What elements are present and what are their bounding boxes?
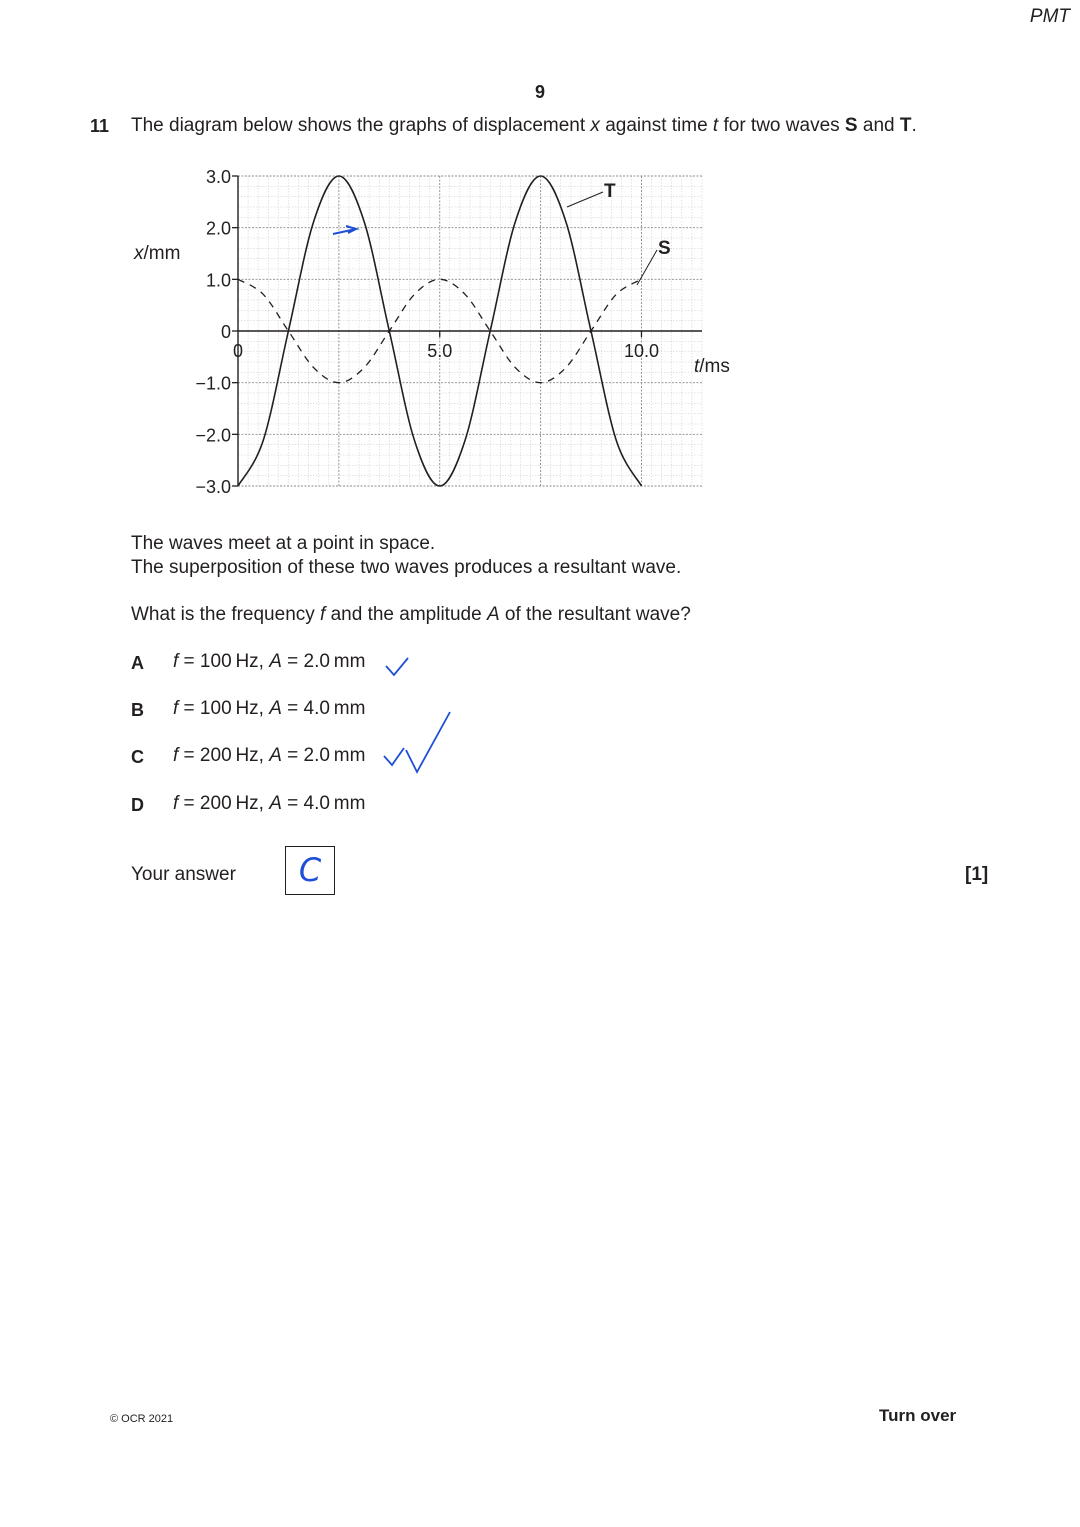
y-tick-label: 2.0 <box>205 218 231 239</box>
option-a-text[interactable]: f = 100 Hz, A = 2.0 mm <box>173 651 366 672</box>
option-d-letter: D <box>131 795 144 815</box>
x-axis-label: t/ms <box>694 356 730 377</box>
answer-box[interactable] <box>285 846 335 895</box>
wave-T-leader <box>567 192 603 207</box>
x-tick-label: 0 <box>232 341 244 361</box>
y-tick-label: 0 <box>220 322 231 342</box>
answer-label: Your answer <box>131 864 236 885</box>
stem-question: What is the frequency f and the amplitude A of the resultant wave? <box>131 604 691 625</box>
tick-mark-option-c <box>384 748 404 765</box>
y-tick-label: −2.0 <box>195 425 231 446</box>
option-a-letter: A <box>131 653 144 673</box>
answer-value: C <box>298 851 322 889</box>
y-tick-label: 1.0 <box>205 270 231 291</box>
y-tick-label: −1.0 <box>195 373 231 394</box>
large-tick-mark <box>406 712 450 772</box>
wave-T-label: T <box>604 181 616 202</box>
watermark: PMT <box>1029 6 1070 27</box>
x-tick-label: 10.0 <box>623 341 660 361</box>
option-d-text[interactable]: f = 200 Hz, A = 4.0 mm <box>173 793 366 814</box>
wave-S-leader <box>637 250 657 285</box>
question-text: The diagram below shows the graphs of displacement x against time t for two waves S and T. <box>131 115 917 136</box>
wave-S-label: S <box>658 238 671 259</box>
handwritten-arrow-mark <box>333 226 356 234</box>
question-number: 11 <box>90 116 110 136</box>
marks-allocation: [1] <box>965 864 989 885</box>
option-c-letter: C <box>131 747 144 767</box>
copyright: © OCR 2021 <box>110 1413 174 1425</box>
option-b-letter: B <box>131 700 144 720</box>
y-tick-label: 3.0 <box>205 167 231 187</box>
option-c-text[interactable]: f = 200 Hz, A = 2.0 mm <box>173 745 366 766</box>
turn-over: Turn over <box>879 1406 957 1425</box>
wave-graph <box>0 0 1080 520</box>
y-axis-label: x/mm <box>134 243 181 264</box>
stem-line-1: The waves meet at a point in space. <box>131 533 436 554</box>
option-b-text[interactable]: f = 100 Hz, A = 4.0 mm <box>173 698 366 719</box>
y-tick-label: −3.0 <box>195 477 231 497</box>
x-tick-label: 5.0 <box>427 341 453 361</box>
axis-ticks <box>195 167 659 497</box>
stem-line-2: The superposition of these two waves produces a resultant wave. <box>131 557 682 578</box>
marker-ticks <box>380 650 470 780</box>
tick-mark-option-a <box>386 658 408 675</box>
page-number: 9 <box>534 82 545 102</box>
